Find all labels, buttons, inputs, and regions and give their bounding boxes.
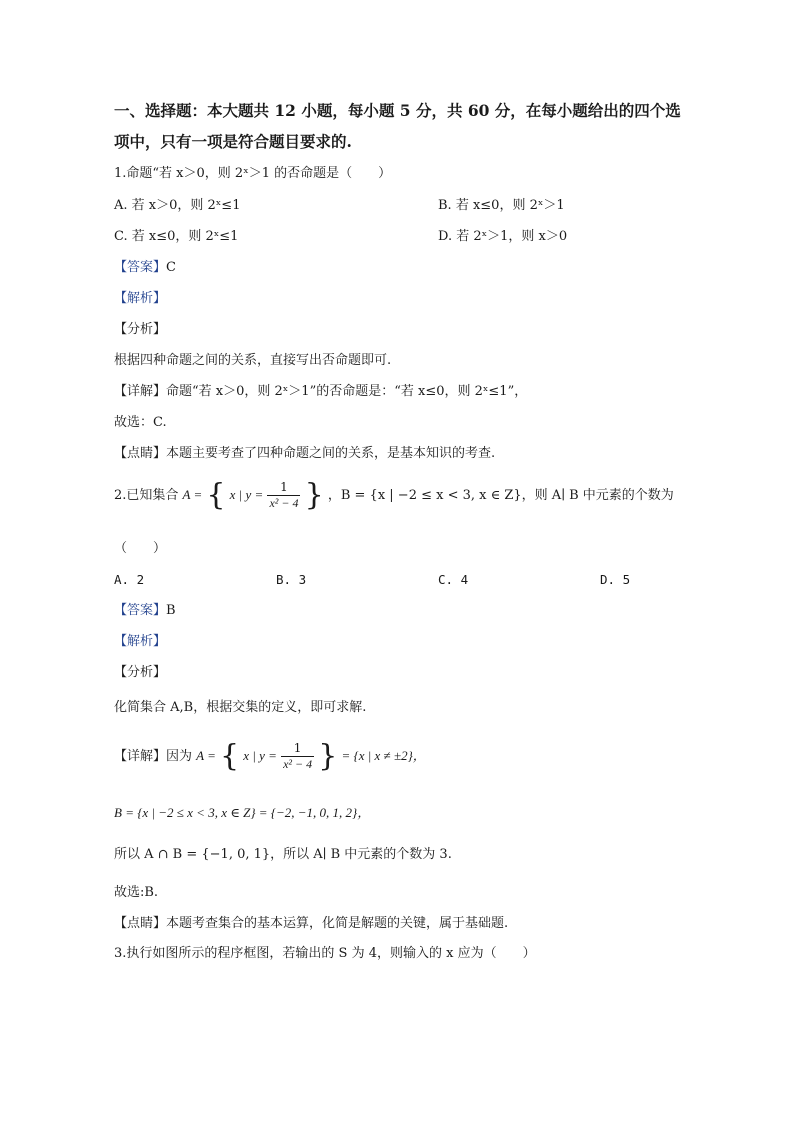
q2-paren: （ ）: [114, 541, 167, 556]
q2-detail-frac-den: x² − 4: [283, 757, 313, 771]
q2-option-a: A. 2: [114, 572, 145, 587]
q2-detail-setA-var: x | y =: [243, 748, 277, 763]
q2-detail-suffix: = {x | x ≠ ±2}，: [341, 748, 426, 763]
q2-inter-line: 所以 A ∩ B = {−1, 0, 1}，所以 A∣ B 中元素的个数为 3.: [114, 847, 452, 862]
q2-fraction: [267, 480, 300, 511]
q1-option-a: A. 若 x＞0，则 2ˣ≤1: [114, 198, 241, 213]
q1-option-c: C. 若 x≤0，则 2ˣ≤1: [114, 229, 239, 244]
q2-setA-lhs: A =: [182, 487, 203, 502]
q2-stem-prefix: 2.已知集合: [114, 488, 179, 503]
q2-setB: ，B = {x | −2 ≤ x < 3, x ∈ Z}，则 A∣ B 中元素的个数为: [327, 488, 674, 503]
q2-answer: B: [166, 603, 176, 618]
q2-option-c: C. 4: [438, 572, 469, 587]
q1-fenxi: 根据四种命题之间的关系，直接写出否命题即可.: [114, 353, 392, 368]
q2-choose: 故选:B.: [114, 885, 159, 900]
q2-frac-num: 1: [280, 480, 288, 494]
q2-detail-row: [114, 738, 426, 774]
q1-comment-row: [114, 445, 495, 463]
left-brace-icon: {: [206, 477, 226, 513]
q1-detail-tag: 【详解】: [114, 384, 167, 399]
q1-detail: 命题“若 x＞0，则 2ˣ＞1”的否命题是：“若 x≤0，则 2ˣ≤1”，: [166, 384, 528, 399]
q1-option-d: D. 若 2ˣ＞1，则 x＞0: [438, 229, 568, 244]
q1-answer-row: [114, 259, 176, 277]
q2-option-b: B. 3: [276, 572, 307, 587]
q2-stem: [114, 477, 674, 513]
q1-comment: 本题主要考查了四种命题之间的关系，是基本知识的考查.: [166, 446, 496, 461]
section-heading-line2: 项中，只有一项是符合题目要求的.: [114, 132, 352, 151]
q2-comment-row: [114, 915, 508, 933]
q2-option-d: D. 5: [600, 572, 631, 587]
q3-stem: 3.执行如图所示的程序框图，若输出的 S 为 4，则输入的 x 应为（ ）: [114, 946, 536, 961]
q2-detail-frac-num: 1: [293, 741, 302, 755]
q2-detail-tag: 【详解】: [114, 749, 167, 764]
left-brace-icon: {: [220, 738, 240, 774]
q2-frac-den: x² − 4: [269, 496, 299, 510]
q1-choose: 故选：C.: [114, 415, 167, 430]
q1-stem: 1.命题“若 x＞0，则 2ˣ＞1 的否命题是（ ）: [114, 166, 392, 181]
q2-fenxi: 化简集合 A,B，根据交集的定义，即可求解.: [114, 700, 367, 715]
q2-answer-tag: 【答案】: [114, 603, 167, 618]
q2-detail-prefix: 因为: [166, 749, 193, 764]
q1-answer-tag: 【答案】: [114, 260, 167, 275]
q1-option-b: B. 若 x≤0，则 2ˣ＞1: [438, 198, 565, 213]
q1-answer: C: [166, 260, 176, 275]
q2-setA-var: x | y =: [229, 487, 264, 502]
q2-answer-row: [114, 602, 176, 620]
q1-analysis-tag: 【解析】: [114, 291, 167, 306]
right-brace-icon: }: [318, 738, 338, 774]
q1-detail-row: [114, 383, 527, 401]
q2-analysis-tag: 【解析】: [114, 634, 167, 649]
q2-detail-setA-lhs: A =: [196, 748, 216, 763]
q1-comment-tag: 【点睛】: [114, 446, 167, 461]
q2-detail-fraction: [281, 741, 314, 772]
section-heading-line1: 一、选择题：本大题共 12 小题，每小题 5 分，共 60 分，在每小题给出的四个选: [114, 101, 681, 120]
q2-comment-tag: 【点睛】: [114, 916, 167, 931]
right-brace-icon: }: [304, 477, 324, 513]
q1-fenxi-tag: 【分析】: [114, 322, 167, 337]
q2-b-line: B = {x | −2 ≤ x < 3, x ∈ Z} = {−2, −1, 0, 1, 2}，: [114, 805, 371, 820]
q2-comment: 本题考查集合的基本运算，化简是解题的关键，属于基础题.: [166, 916, 509, 931]
q2-fenxi-tag: 【分析】: [114, 665, 167, 680]
